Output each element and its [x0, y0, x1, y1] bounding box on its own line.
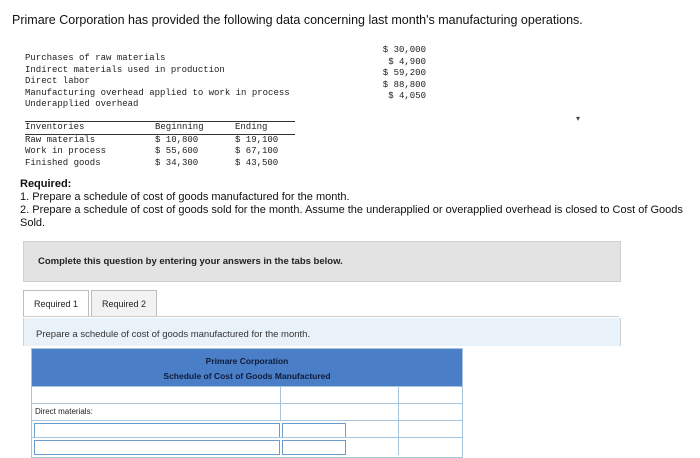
inventory-ending: $ 19,100 [235, 134, 279, 145]
tab-required-2[interactable]: Required 2 [91, 290, 157, 317]
inventories-table [25, 121, 295, 169]
given-value: $ 30,000 [382, 45, 426, 55]
cursor-mark-icon: ▾ [576, 114, 581, 123]
given-value: $ 59,200 [382, 68, 426, 78]
given-data-labels [25, 53, 290, 111]
table-row [32, 420, 462, 438]
schedule-label-input[interactable] [34, 440, 280, 455]
given-data-values [372, 45, 426, 103]
required-title: Required: [20, 178, 72, 190]
task-instruction-text: Prepare a schedule of cost of goods manufactured for the month. [36, 329, 311, 340]
table-row [25, 158, 295, 170]
given-value: $ 88,800 [382, 79, 426, 90]
inventories-header-row [25, 122, 295, 135]
schedule-amount-input[interactable] [282, 440, 346, 455]
inventory-beginning: $ 34,300 [155, 157, 199, 168]
given-label: Indirect materials used in production [25, 64, 225, 75]
schedule-title: Schedule of Cost of Goods Manufactured [163, 371, 331, 381]
inventory-name: Work in process [25, 146, 107, 156]
inventory-name: Finished goods [25, 157, 101, 168]
given-value: $ 4,900 [388, 56, 426, 67]
table-row [32, 437, 462, 455]
required-item: 1. Prepare a schedule of cost of goods manufactured for the month. [20, 191, 350, 203]
inventory-beginning: $ 55,600 [155, 146, 199, 156]
required-item: 2. Prepare a schedule of cost of goods sold for the month. Assume the underapplied or overapplied overhead is closed to Cost of Goods Sold. [20, 204, 683, 229]
inventories-header: Inventories [25, 122, 155, 135]
schedule-table [31, 348, 463, 458]
given-value: $ 4,050 [388, 91, 426, 101]
given-label: Purchases of raw materials [25, 53, 166, 63]
given-label: Underapplied overhead [25, 99, 139, 109]
table-row [32, 386, 462, 404]
task-instruction-bar [23, 318, 621, 346]
tab-required-1[interactable]: Required 1 [23, 290, 89, 317]
table-row [25, 134, 295, 146]
table-row [25, 146, 295, 158]
given-label: Manufacturing overhead applied to work in process [25, 87, 290, 98]
schedule-header [32, 349, 462, 386]
schedule-row-label: Direct materials: [35, 407, 93, 416]
table-row [32, 403, 462, 421]
instructions-box [23, 241, 621, 282]
ending-header: Ending [235, 122, 295, 135]
beginning-header: Beginning [155, 122, 235, 135]
inventory-name: Raw materials [25, 134, 96, 145]
schedule-amount-input[interactable] [282, 423, 346, 438]
problem-intro: Primare Corporation has provided the following data concerning last month's manufacturing operations. [12, 13, 583, 27]
inventory-ending: $ 67,100 [235, 146, 279, 156]
schedule-label-input[interactable] [34, 423, 280, 438]
inventory-ending: $ 43,500 [235, 157, 279, 168]
inventory-beginning: $ 10,800 [155, 134, 199, 145]
schedule-company: Primare Corporation [205, 356, 289, 366]
required-section [20, 178, 690, 230]
given-label: Direct labor [25, 76, 90, 86]
instructions-text: Complete this question by entering your answers in the tabs below. [38, 256, 343, 267]
tab-divider [23, 316, 619, 317]
